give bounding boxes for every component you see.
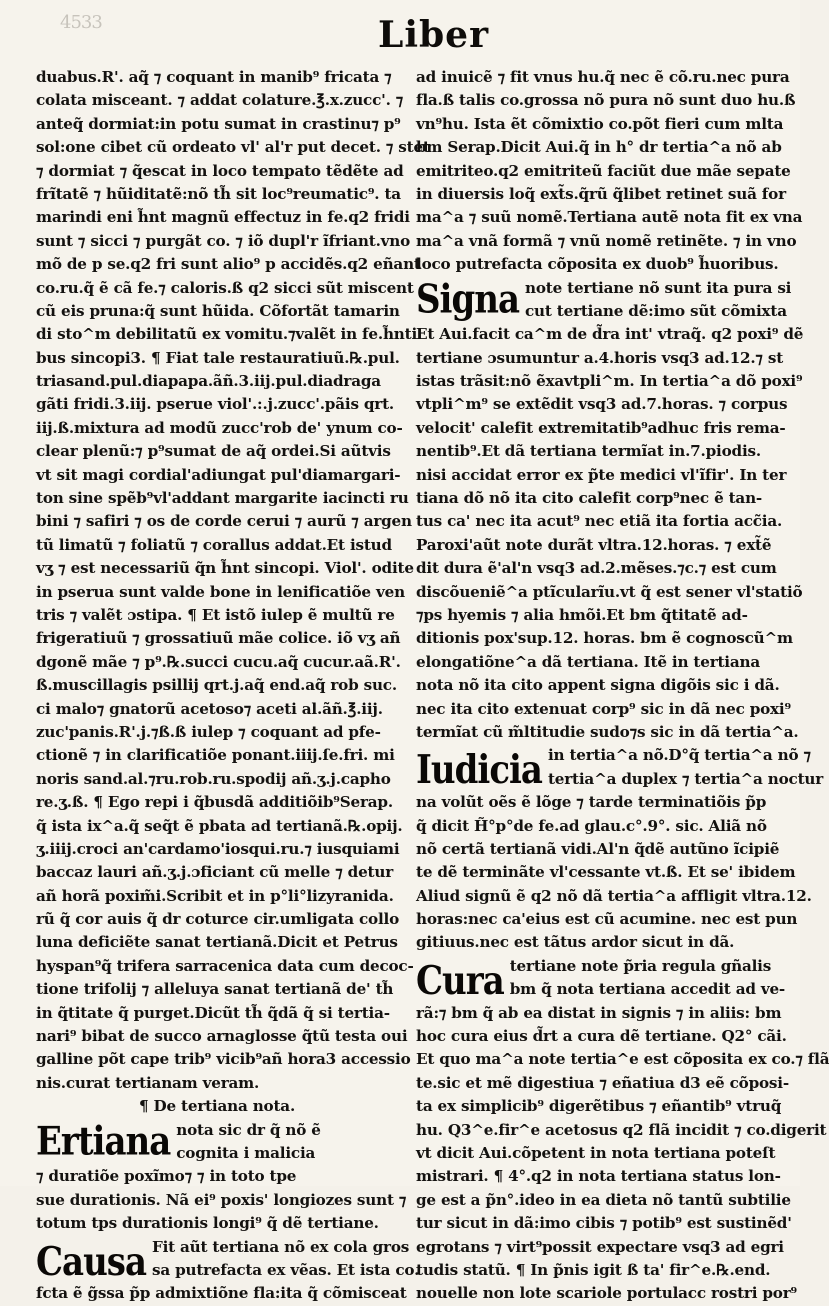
text-line: sunt ⁊ sicci ⁊ purgãt co. ⁊ iõ dupl'r ĩfriant.vno [36, 231, 411, 250]
heading-initial: Cura [416, 958, 504, 1005]
text-line: Et quo ma^a note tertia^e est cõposita ex co.⁊ flã [416, 1050, 829, 1069]
heading-initial: Causa [36, 1238, 146, 1285]
heading-cura [416, 955, 786, 1005]
text-line: añ horã poxim̃i.Scribit et in p°li°lizyranida. [36, 886, 394, 905]
text-line: di sto^m debilitatũ ex vomitu.⁊valẽt in fe.h̃nti [36, 325, 418, 344]
text-line: emitriteo.q2 emitriteũ faciũt due mãe sepate [416, 161, 791, 180]
text-line: tus ca' nec ita acut⁹ nec etiã ita fortia acc̃ia. [416, 512, 783, 531]
text-line: rã:⁊ bm q̃ ab ea distat in signis ⁊ in aliis: bm [416, 1003, 782, 1022]
text-line: fcta ẽ g̃ssa p̃p admixtiõne fla:ita q̃ cõmisceat [36, 1284, 407, 1303]
text-line: baccaz lauri añ.ʒ.j.ɔficiant cũ melle ⁊ detur [36, 863, 394, 882]
text-line: duabus.R'. aq̃ ⁊ coquant in manib⁹ fricata ⁊ [36, 68, 392, 86]
text-line: in diuersis loq̃ ext̃s.q̃rũ q̃libet retinet suã for [416, 184, 786, 203]
text-line: elongatiõne^a dã tertiana. Itẽ in tertiana [416, 652, 761, 671]
text-line: bm q̃ nota tertiana accedit ad ve- [509, 980, 786, 999]
text-line: vtpli^m⁹ se extẽdit vsq3 ad.7.horas. ⁊ corpus [416, 395, 788, 414]
text-line: velocit' calefit extremitatib⁹adhuc fris rema- [416, 418, 786, 437]
text-line: tertia^a duplex ⁊ tertia^a noctur [547, 769, 824, 788]
text-line: note tertiane nõ sunt ita pura si [525, 278, 792, 297]
text-line: horas:nec ca'eius est cũ acumine. nec est pun [416, 910, 798, 929]
text-line: triasand.pul.diapapa.ãñ.3.iij.pul.diadraga [36, 372, 381, 391]
text-line: tudis statũ. ¶ In p̃nis igit ß ta' fir^e.℞.end. [416, 1260, 771, 1279]
text-line: bini ⁊ safiri ⁊ os de corde cerui ⁊ aurũ ⁊ argen [36, 512, 412, 531]
text-line: tris ⁊ valẽt ɔstipa. ¶ Et istõ iulep ẽ multũ re [36, 605, 395, 624]
text-line: vn⁹hu. Ista ẽt cõmixtio co.põt fieri cum mlta [416, 114, 784, 133]
text-line: colata misceant. ⁊ addat colature.℥.x.zucc'. ⁊ [36, 91, 404, 110]
text-line: ad inuicẽ ⁊ fit vnus hu.q̃ nec ẽ cõ.ru.nec pura [416, 68, 790, 86]
text-line: ma^a ⁊ suũ nomẽ.Tertiana autẽ nota fit ex vna [416, 208, 803, 227]
text-line: luna deficiẽte sanat tertianã.Dicit et Petrus [36, 933, 398, 952]
right-text-block-d [416, 1002, 829, 1306]
text-line: vʒ ⁊ est necessariũ q̃n h̃nt sincopi. Viol'. odite [36, 559, 414, 578]
text-line: hoc cura eius d̃rt a cura dẽ tertiane. Q2° cãi. [416, 1027, 787, 1046]
text-line: ⁊ duratiõe poxĩmo⁊ ⁊ in toto tpe [36, 1167, 297, 1186]
text-line: gãti fridi.3.iij. pserue viol'.:.j.zucc'.pãis qrt. [36, 395, 395, 414]
text-line: tione trifolij ⁊ alleluya sanat tertianã de' th̃ [36, 980, 394, 999]
text-line: ⁊ps hyemis ⁊ alia hmõi.Et bm q̃titatẽ ad- [416, 605, 748, 624]
heading-signa [416, 276, 792, 324]
text-line: noris sand.al.⁊ru.rob.ru.spodij añ.ʒ.j.capho [36, 769, 391, 788]
text-line: galline põt cape trib⁹ vicib⁹añ hora3 accessio [36, 1050, 411, 1069]
text-line: ma^a vnã formã ⁊ vnũ nomẽ retinẽte. ⁊ in vno [416, 231, 797, 250]
heading-initial: Ertiana [36, 1118, 171, 1165]
right-text-block-c [416, 791, 812, 955]
text-line: iij.ß.mixtura ad modũ zucc'rob de' ynum co- [36, 418, 403, 437]
text-line: marindi eni h̃nt magnũ effectuz in fe.q2 fridi [36, 208, 410, 227]
text-line: te.sic et mẽ digestiua ⁊ eñatiua d3 eẽ cõposi- [416, 1073, 789, 1092]
text-line: te dẽ terminãte vl'cessante vt.ß. Et se' ibidem [416, 863, 796, 882]
text-line: dit dura ẽ'al'n vsq3 ad.2.mẽses.⁊c.⁊ est cum [416, 559, 777, 578]
text-line: ci malo⁊ gnatorũ acetoso⁊ aceti al.ãñ.℥.iij. [36, 699, 383, 718]
text-line: ⁊ dormiat ⁊ q̃escat in loco tempato tẽdẽte ad [36, 161, 404, 180]
text-line: tertiane ɔsumuntur a.4.horis vsq3 ad.12.⁊ st [416, 348, 784, 367]
text-line: tur sicut in dã:imo cibis ⁊ potib⁹ est sustinẽd' [416, 1214, 792, 1233]
running-head: Liber [378, 14, 490, 56]
text-line: tiana dõ nõ ita cito calefit corp⁹nec ẽ tan- [416, 489, 763, 508]
text-line: discõueniẽ^a ptĩcularĩu.vt q̃ est sener vl'statiõ [416, 582, 803, 601]
text-line: na volũt oẽs ẽ lõge ⁊ tarde terminatiõis p̃p [416, 793, 767, 812]
text-line: egrotans ⁊ virt⁹possit expectare vsq3 ad egri [416, 1237, 784, 1256]
text-line: anteq̃ dormiat:in potu sumat in crastinu⁊ p⁹ [36, 114, 401, 133]
text-line: bm Serap.Dicit Aui.q̃ in h° dr tertia^a nõ ab [416, 138, 782, 157]
text-line: ʒ.iiij.croci an'cardamo'iosqui.ru.⁊ iusquiami [36, 839, 400, 858]
text-line: loco putrefacta cõposita ex duob⁹ h̃uoribus. [416, 255, 779, 274]
text-line: vt sit magi cordial'adiungat pul'diamargari- [36, 465, 401, 484]
left-text-block-b [36, 1165, 407, 1235]
text-line: ctionẽ ⁊ in clarificatiõe ponant.iiij.ſe.fri. mi [36, 746, 395, 765]
text-line: bus sincopi3. ¶ Fiat tale restauratiuũ.℞.pul. [36, 348, 400, 367]
text-line: ta ex simplicib⁹ digerẽtibus ⁊ eñantib⁹ vtruq̃ [416, 1097, 782, 1116]
text-line: sol:one cibet cũ ordeato vl' al'r put decet. ⁊ stet [36, 138, 430, 157]
text-line: in q̃titate q̃ purget.Dicũt th̃ q̃dã q̃ si tertia- [36, 1003, 390, 1022]
text-line: sa putrefacta ex vẽas. Et ista co. [151, 1260, 420, 1279]
text-line: Paroxi'aũt note durãt vltra.12.horas. ⁊ ext̃ẽ [416, 535, 772, 554]
right-text-block-b [416, 323, 804, 744]
text-line: dgonẽ mãe ⁊ p⁹.℞.succi cucu.aq̃ cucur.aã.R'. [36, 652, 401, 671]
text-line: nota nõ ita cito appent signa digõis sic i dã. [416, 676, 780, 695]
heading-initial: Signa [416, 276, 519, 323]
text-line: hu. Q3^e.fir^e acetosus q2 flã incidit ⁊ co.digerit [416, 1120, 827, 1139]
text-line: q̃ dicit H̃°p°de fe.ad glau.c°.9°. sic. Aliã nõ [416, 816, 767, 835]
text-line: cognita i malicia [176, 1143, 316, 1162]
text-line: q̃ ista ix^a.q̃ seq̃t ẽ pbata ad tertianã.℞.opij. [36, 816, 403, 835]
heading-ertiana [36, 1119, 398, 1166]
text-line: clear plenũ:⁊ p⁹sumat de aq̃ ordei.Si aũtvis [36, 442, 391, 461]
text-line: termĩat cũ m̃ltitudie sudo⁊s sic in dã tertia^a. [416, 722, 799, 741]
text-line: ditionis pox'sup.12. horas. bm ẽ cognoscũ^m [416, 629, 793, 648]
text-line: nis.curat tertianam veram. [36, 1073, 260, 1092]
text-line: ß.muscillagis psillij qrt.j.aq̃ end.aq̃ rob suc. [36, 676, 397, 695]
text-line: nouelle non lote scariole portulacc rostri por⁹ [416, 1284, 797, 1303]
text-line: frĩtatẽ ⁊ hũiditatẽ:nõ th̃ sit loc⁹reumatic⁹. ta [36, 184, 401, 203]
text-line: rũ q̃ cor auis q̃ dr coturce cir.umligata collo [36, 910, 400, 929]
text-line: fla.ß talis co.grossa nõ pura nõ sunt duo hu.ß [416, 91, 796, 110]
text-line: gitiuus.nec est tãtus ardor sicut in dã. [416, 933, 735, 952]
text-line: in pserua sunt valde bone in lenificatiõe ven [36, 582, 405, 601]
text-line: nota sic dr q̃ nõ ẽ [176, 1120, 321, 1139]
text-line: re.ʒ.ß. ¶ Ego repi i q̃busdã additiõib⁹Serap. [36, 793, 393, 812]
text-line: nari⁹ bibat de succo arnaglosse q̃tũ testa oui [36, 1027, 408, 1046]
text-line: mõ de p se.q2 fri sunt alio⁹ p accidẽs.q2 eñant [36, 255, 421, 274]
text-line: ton sine spẽb⁹vl'addant margarite iacincti ru [36, 489, 409, 508]
text-line: frigeratiuũ ⁊ grossatiuũ mãe colice. iõ vʒ añ [36, 629, 401, 648]
text-line: nisi accidat error ex p̃te medici vl'ĩfir'. In ter [416, 465, 787, 484]
text-line: Fit aũt tertiana nõ ex cola gros [151, 1237, 410, 1256]
right-column [416, 66, 829, 1303]
text-line: tũ limatũ ⁊ foliatũ ⁊ corallus addat.Et istud [36, 535, 392, 554]
text-line: ge est a p̃n°.ideo in ea dieta nõ tantũ subtilie [416, 1190, 791, 1209]
text-line: nõ certã tertianã vidi.Al'n q̃dẽ autũno ĩcipiẽ [416, 839, 780, 858]
left-column [36, 66, 430, 1303]
heading-iudicia [416, 744, 824, 794]
section-title: ¶ De tertiana nota. [138, 1097, 296, 1116]
right-text-block-a [416, 66, 803, 277]
text-line: zuc'panis.R'.j.⁊ß.ß iulep ⁊ coquant ad pfe- [36, 722, 381, 741]
text-line: Aliud signũ ẽ q2 nõ dã tertia^a affligit vltra.12. [416, 886, 812, 905]
left-text-block-a [36, 66, 430, 1095]
heading-initial: Iudicia [416, 747, 542, 794]
text-line: in tertia^a nõ.D°q̃ tertia^a nõ ⁊ [547, 746, 811, 765]
text-line: vt dicit Aui.cõpetent in nota tertiana poteſt [416, 1143, 776, 1162]
text-line: istas trãsit:nõ ẽxavtpli^m. In tertia^a dõ poxi⁹ [416, 372, 803, 391]
text-line: co.ru.q̃ ẽ cã fe.⁊ caloris.ß q2 sicci sũt miscent [36, 278, 414, 297]
text-line: hyspan⁹q̃ trifera sarracenica data cum decoc- [36, 956, 414, 975]
text-line: cũ eis pruna:q̃ sunt hũida. Cõfortãt tamarin [36, 301, 400, 320]
text-line: tertiane note p̃ria regula gñalis [509, 956, 772, 975]
text-line: Et Aui.facit ca^m de d̃ra int' vtraq̃. q2 poxi⁹ dẽ [416, 325, 804, 344]
text-line: nec ita cito extenuat corp⁹ sic in dã nec poxi⁹ [416, 699, 791, 718]
text-line: mistrari. ¶ 4°.q2 in nota tertiana status lon- [416, 1167, 781, 1186]
text-line: nentib⁹.Et dã tertiana termĩat in.7.piodis. [416, 442, 761, 461]
text-line: sue durationis. Nã ei⁹ poxis' longiozes sunt ⁊ [36, 1190, 407, 1209]
folio-corner-mark: 4533 [60, 12, 102, 33]
text-line: totum tps durationis longi⁹ q̃ dẽ tertiane. [36, 1214, 379, 1233]
text-line: cut tertiane dẽ:imo sũt cõmixta [525, 301, 787, 320]
heading-causa [36, 1236, 420, 1285]
